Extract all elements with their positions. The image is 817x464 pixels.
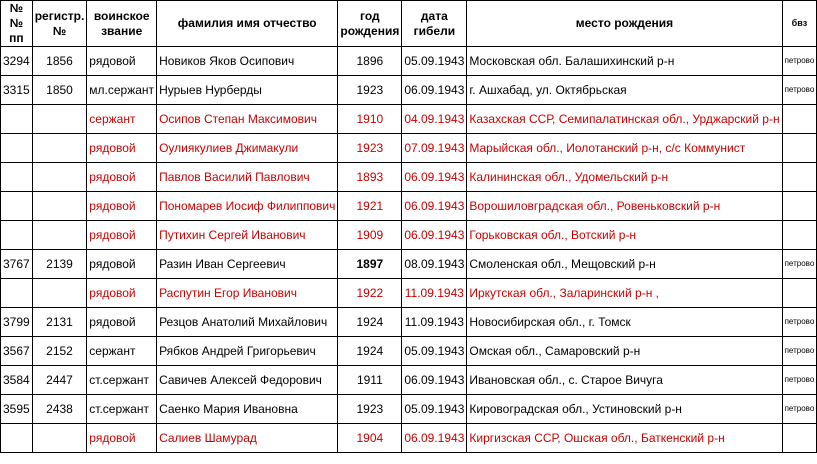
cell-rank: мл.сержант (87, 76, 157, 105)
cell-place: Марыйская обл., Иолотанский р-н, с/с Коммунист (467, 134, 782, 163)
header-rank: воинское звание (87, 1, 157, 47)
cell-name: Саенко Мария Ивановна (157, 395, 338, 424)
cell-place: Кировоградская обл., Устиновский р-н (467, 395, 782, 424)
cell-rank: рядовой (87, 250, 157, 279)
cell-bez (782, 163, 817, 192)
cell-name: Оулиякулиев Джимакули (157, 134, 338, 163)
table-row (1, 279, 817, 308)
cell-death: 06.09.1943 (402, 192, 467, 221)
cell-num (1, 424, 33, 453)
cell-num: 3584 (1, 366, 33, 395)
cell-rank: сержант (87, 105, 157, 134)
table-row (1, 366, 817, 395)
cell-num: 3315 (1, 76, 33, 105)
cell-place: г. Ашхабад, ул. Октябрьская (467, 76, 782, 105)
cell-reg: 1856 (32, 47, 87, 76)
cell-reg: 2447 (32, 366, 87, 395)
cell-num: 3799 (1, 308, 33, 337)
cell-death: 06.09.1943 (402, 424, 467, 453)
cell-bez: петрово (782, 308, 817, 337)
cell-bez: петрово (782, 366, 817, 395)
cell-year: 1896 (338, 47, 402, 76)
table-row (1, 308, 817, 337)
cell-rank: ст.сержант (87, 366, 157, 395)
table-row (1, 221, 817, 250)
cell-year: 1922 (338, 279, 402, 308)
cell-bez: петрово (782, 337, 817, 366)
cell-num: 3767 (1, 250, 33, 279)
cell-reg (32, 105, 87, 134)
cell-place: Московская обл. Балашихинский р-н (467, 47, 782, 76)
cell-death: 06.09.1943 (402, 366, 467, 395)
cell-reg: 2152 (32, 337, 87, 366)
table-row (1, 47, 817, 76)
cell-name: Рябков Андрей Григорьевич (157, 337, 338, 366)
cell-year: 1923 (338, 395, 402, 424)
cell-num: 3294 (1, 47, 33, 76)
cell-death: 05.09.1943 (402, 47, 467, 76)
table-row (1, 192, 817, 221)
header-place: место рождения (467, 1, 782, 47)
cell-rank: рядовой (87, 308, 157, 337)
cell-place: Иркутская обл., Заларинский р-н , (467, 279, 782, 308)
cell-num (1, 163, 33, 192)
cell-rank: рядовой (87, 221, 157, 250)
table-row (1, 424, 817, 453)
cell-bez (782, 105, 817, 134)
cell-bez: петрово (782, 47, 817, 76)
cell-num (1, 221, 33, 250)
cell-name: Путихин Сергей Иванович (157, 221, 338, 250)
cell-place: Ивановская обл., с. Старое Вичуга (467, 366, 782, 395)
cell-num (1, 192, 33, 221)
cell-year: 1910 (338, 105, 402, 134)
cell-name: Салиев Шамурад (157, 424, 338, 453)
header-reg: регистр. № (32, 1, 87, 47)
cell-place: Казахская ССР, Семипалатинская обл., Урджарский р-н (467, 105, 782, 134)
header-name: фамилия имя отчество (157, 1, 338, 47)
cell-bez: петрово (782, 250, 817, 279)
cell-reg (32, 163, 87, 192)
header-bez: бвз (782, 1, 817, 47)
table-body (1, 47, 817, 453)
cell-death: 04.09.1943 (402, 105, 467, 134)
table-row (1, 134, 817, 163)
header-year: год рождения (338, 1, 402, 47)
cell-name: Павлов Василий Павлович (157, 163, 338, 192)
cell-place: Омская обл., Самаровский р-н (467, 337, 782, 366)
cell-year: 1923 (338, 76, 402, 105)
table-row (1, 337, 817, 366)
cell-reg: 1850 (32, 76, 87, 105)
cell-rank: рядовой (87, 192, 157, 221)
cell-reg (32, 279, 87, 308)
cell-death: 07.09.1943 (402, 134, 467, 163)
cell-year: 1911 (338, 366, 402, 395)
cell-name: Распутин Егор Иванович (157, 279, 338, 308)
cell-rank: рядовой (87, 424, 157, 453)
table-row (1, 250, 817, 279)
cell-rank: рядовой (87, 163, 157, 192)
cell-num (1, 134, 33, 163)
cell-year: 1897 (338, 250, 402, 279)
cell-place: Киргизская ССР, Ошская обл., Баткенский р-н (467, 424, 782, 453)
cell-bez: петрово (782, 76, 817, 105)
cell-rank: сержант (87, 337, 157, 366)
cell-reg: 2438 (32, 395, 87, 424)
cell-place: Ворошиловградская обл., Ровеньковский р-н (467, 192, 782, 221)
cell-reg (32, 424, 87, 453)
cell-year: 1924 (338, 308, 402, 337)
cell-death: 11.09.1943 (402, 279, 467, 308)
header-num: №№ пп (1, 1, 33, 47)
cell-year: 1904 (338, 424, 402, 453)
cell-year: 1893 (338, 163, 402, 192)
cell-name: Пономарев Иосиф Филиппович (157, 192, 338, 221)
cell-bez (782, 221, 817, 250)
header-death: дата гибели (402, 1, 467, 47)
cell-num: 3567 (1, 337, 33, 366)
cell-bez (782, 424, 817, 453)
cell-death: 06.09.1943 (402, 76, 467, 105)
cell-reg: 2139 (32, 250, 87, 279)
cell-rank: рядовой (87, 134, 157, 163)
cell-name: Новиков Яков Осипович (157, 47, 338, 76)
cell-bez (782, 134, 817, 163)
cell-name: Резцов Анатолий Михайлович (157, 308, 338, 337)
cell-bez (782, 279, 817, 308)
cell-bez: петрово (782, 395, 817, 424)
cell-rank: рядовой (87, 47, 157, 76)
cell-year: 1921 (338, 192, 402, 221)
cell-rank: рядовой (87, 279, 157, 308)
cell-num (1, 279, 33, 308)
cell-death: 11.09.1943 (402, 308, 467, 337)
table-row (1, 163, 817, 192)
cell-death: 08.09.1943 (402, 250, 467, 279)
table-row (1, 395, 817, 424)
cell-place: Калининская обл., Удомельский р-н (467, 163, 782, 192)
cell-death: 06.09.1943 (402, 221, 467, 250)
header-row (1, 1, 817, 47)
cell-name: Нурыев Нурберды (157, 76, 338, 105)
cell-reg (32, 221, 87, 250)
cell-death: 06.09.1943 (402, 163, 467, 192)
cell-place: Смоленская обл., Мещовский р-н (467, 250, 782, 279)
cell-reg (32, 192, 87, 221)
cell-year: 1909 (338, 221, 402, 250)
cell-year: 1923 (338, 134, 402, 163)
cell-reg (32, 134, 87, 163)
cell-num: 3595 (1, 395, 33, 424)
cell-reg: 2131 (32, 308, 87, 337)
cell-num (1, 105, 33, 134)
cell-bez (782, 192, 817, 221)
cell-name: Осипов Степан Максимович (157, 105, 338, 134)
cell-name: Разин Иван Сергеевич (157, 250, 338, 279)
cell-death: 05.09.1943 (402, 395, 467, 424)
cell-year: 1924 (338, 337, 402, 366)
cell-place: Горьковская обл., Вотский р-н (467, 221, 782, 250)
cell-place: Новосибирская обл., г. Томск (467, 308, 782, 337)
cell-rank: ст.сержант (87, 395, 157, 424)
table-row (1, 105, 817, 134)
cell-death: 05.09.1943 (402, 337, 467, 366)
cell-name: Савичев Алексей Федорович (157, 366, 338, 395)
table-row (1, 76, 817, 105)
